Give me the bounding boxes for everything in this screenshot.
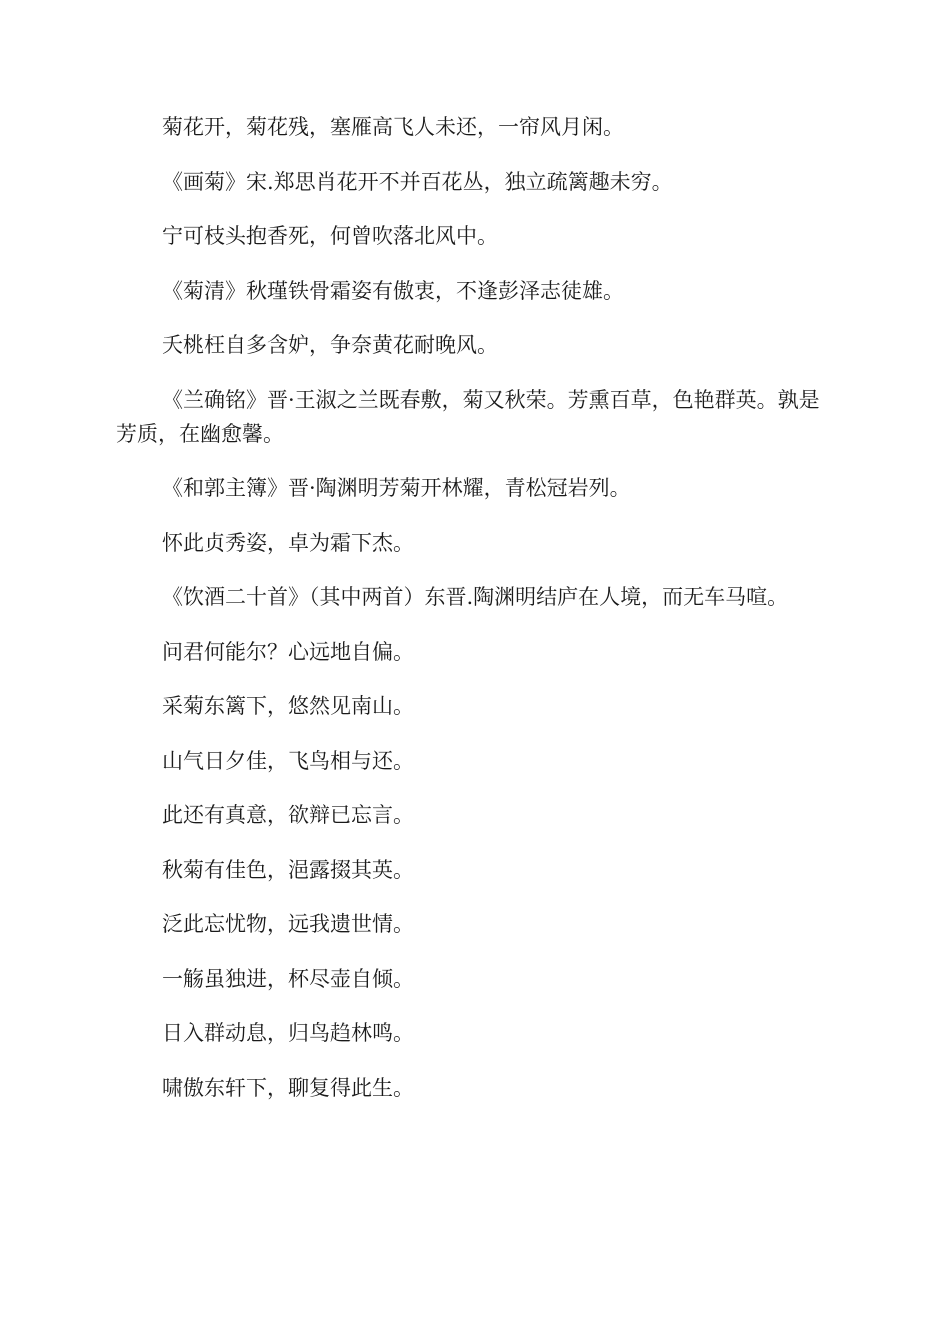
paragraph: 采菊东篱下，悠然见南山。 — [162, 694, 414, 718]
paragraph: 《饮酒二十首》（其中两首）东晋.陶渊明结庐在人境，而无车马喧。 — [162, 585, 789, 609]
paragraph: 《菊清》秋瑾铁骨霜姿有傲衷，不逢彭泽志徒雄。 — [162, 278, 624, 303]
paragraph: 宁可枝头抱香死，何曾吹落北风中。 — [162, 224, 498, 248]
paragraph: 怀此贞秀姿，卓为霜下杰。 — [162, 530, 414, 555]
paragraph: 问君何能尔？心远地自偏。 — [162, 639, 414, 664]
paragraph: 《兰确铭》晋·王淑之兰既春敷，菊又秋荣。芳熏百草，色艳群英。孰是芳质，在幽愈馨。 — [116, 387, 820, 446]
paragraph: 啸傲东轩下，聊复得此生。 — [162, 1075, 414, 1100]
paragraph: 一觞虽独进，杯尽壶自倾。 — [162, 966, 414, 991]
paragraph: 《和郭主簿》晋·陶渊明芳菊开林耀，青松冠岩列。 — [162, 476, 631, 500]
paragraph: 山气日夕佳，飞鸟相与还。 — [162, 748, 414, 773]
paragraph: 泛此忘忧物，远我遗世情。 — [162, 912, 414, 936]
paragraph: 菊花开，菊花残，塞雁高飞人未还，一帘风月闲。 — [162, 115, 624, 139]
document-body — [116, 110, 836, 1125]
paragraph: 夭桃枉自多含妒，争奈黄花耐晚风。 — [162, 333, 498, 357]
paragraph: 《画菊》宋.郑思肖花开不并百花丛，独立疏篱趣未穷。 — [162, 169, 673, 194]
paragraph: 秋菊有佳色，浥露掇其英。 — [162, 857, 414, 882]
paragraph: 日入群动息，归鸟趋林鸣。 — [162, 1021, 414, 1045]
paragraph: 此还有真意，欲辩已忘言。 — [162, 803, 414, 827]
